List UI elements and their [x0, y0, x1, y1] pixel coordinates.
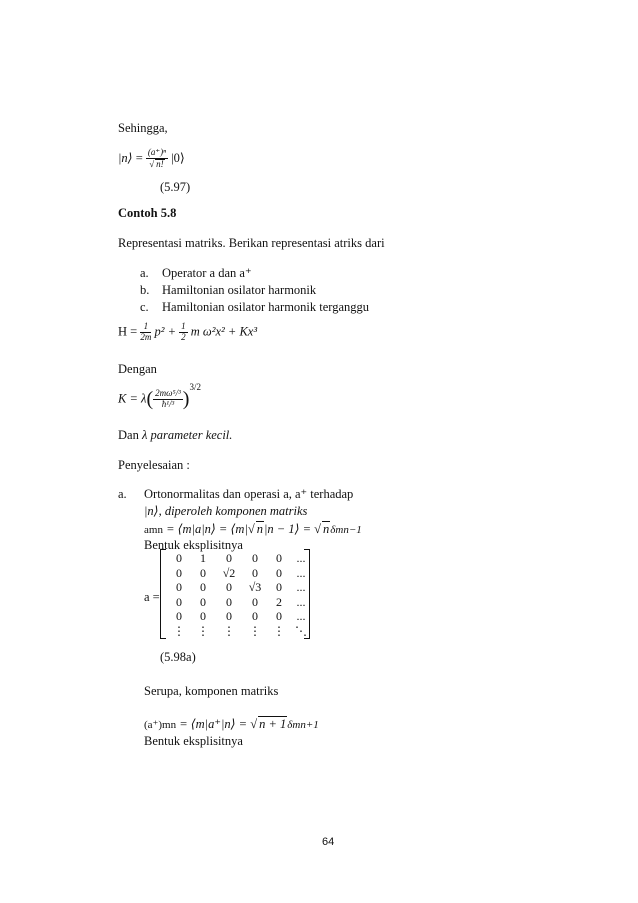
list-item	[140, 300, 370, 314]
matrix-cell: 0	[200, 580, 206, 594]
matrix-cell: 0	[276, 565, 282, 580]
example-text: Representasi matriks. Berikan representasi atriks dari	[118, 236, 385, 250]
matrix-cell: 0	[176, 580, 182, 594]
part-a-line2: |n⟩, diperoleh komponen matriks	[144, 504, 308, 518]
hamiltonian-equation	[118, 322, 257, 343]
list-text: Hamiltonian osilator harmonik terganggu	[162, 300, 370, 314]
equation-label: (5.98a)	[160, 650, 196, 664]
fraction-denominator: √ n!	[149, 158, 164, 169]
dan-prefix: Dan	[118, 428, 139, 442]
page-number: 64	[322, 836, 335, 848]
list-marker: a.	[140, 266, 149, 280]
dengan-text: Dengan	[118, 362, 157, 376]
matrix-cell: 0	[176, 551, 182, 565]
list-marker: c.	[140, 300, 149, 314]
matrix-row	[167, 551, 306, 565]
adag-eq: = ⟨m|a⁺|n⟩ =	[179, 717, 248, 731]
list-item	[140, 266, 252, 280]
equation-5-97	[118, 148, 185, 170]
term-kinetic: p² +	[154, 324, 177, 339]
matrix-cell: 0	[252, 594, 258, 609]
sqrt-content: n + 1	[259, 717, 287, 731]
matrix-cell: 0	[276, 551, 282, 565]
matrix-cell: ...	[296, 565, 306, 580]
k-lhs: K = λ	[118, 391, 147, 406]
amn-lhs: amn	[144, 524, 163, 536]
matrix-cell: 0	[200, 565, 206, 580]
matrix-cell: ...	[296, 609, 306, 623]
sqrt-content: n	[323, 522, 330, 536]
explicit-text: Bentuk eksplisitnya	[144, 538, 243, 552]
equation-label: (5.97)	[160, 180, 191, 194]
adag-equation: (a⁺)mn = ⟨m|a⁺|n⟩ = √ n + 1δmn+1	[144, 717, 319, 731]
fraction	[140, 322, 151, 343]
matrix-cell: 1	[200, 551, 206, 565]
matrix-a	[160, 549, 310, 639]
fraction	[146, 148, 168, 170]
dan-line	[118, 428, 232, 442]
adag-lhs: (a⁺)mn	[144, 719, 177, 731]
list-text: Hamiltonian osilator harmonik	[162, 283, 317, 297]
exponent: 3/2	[189, 382, 201, 392]
matrix-cell: ⋮	[223, 623, 235, 638]
explicit-text: Bentuk eksplisitnya	[144, 734, 243, 748]
sqrt-content: n	[256, 522, 263, 536]
fraction-denominator: 2	[181, 331, 186, 342]
list-marker: b.	[140, 283, 150, 297]
matrix-cell: √2	[222, 565, 236, 580]
fraction-denominator: 2m	[140, 331, 152, 342]
k-equation	[118, 382, 201, 411]
matrix-cell: 0	[252, 565, 258, 580]
matrix-cell: 0	[252, 551, 258, 565]
matrix-cell: ⋮	[197, 623, 209, 638]
ket-n: |n⟩	[118, 150, 133, 165]
intro-text: Sehingga,	[118, 121, 168, 135]
matrix-cell: ⋮	[249, 623, 261, 638]
hamiltonian-lhs: H =	[118, 324, 138, 339]
matrix-cell: 0	[276, 580, 282, 594]
amn-equation: amn = ⟨m|a|n⟩ = ⟨m|√ n|n − 1⟩ = √ nδmn−1	[144, 522, 362, 536]
matrix-cell: ⋮	[273, 623, 285, 638]
part-a-line1: Ortonormalitas dan operasi a, a⁺ terhadap	[144, 487, 354, 501]
matrix-cell: 0	[200, 594, 206, 609]
matrix-lhs: a =	[144, 590, 160, 604]
matrix-row	[167, 623, 307, 638]
matrix-cell: ...	[296, 551, 306, 565]
matrix-row	[167, 565, 306, 580]
fraction-numerator: 2mω⁵/³	[155, 388, 181, 399]
matrix-cell: 2	[276, 594, 282, 609]
adag-delta: δmn+1	[287, 719, 319, 731]
solution-heading: Penyelesaian :	[118, 458, 190, 472]
equals-sign: =	[135, 150, 143, 165]
matrix-cell: ...	[296, 594, 306, 609]
matrix-cell: ⋮	[173, 623, 185, 638]
amn-delta: δmn−1	[330, 524, 362, 536]
matrix-cell: ...	[296, 580, 306, 594]
left-paren: (	[146, 388, 154, 410]
right-paren: )	[182, 388, 190, 410]
matrix-cell: √3	[248, 580, 262, 594]
fraction	[179, 322, 188, 343]
fraction-numerator: 1	[181, 321, 186, 331]
dan-math: λ parameter kecil.	[141, 428, 233, 442]
sqrt-content: n!	[156, 158, 164, 169]
matrix-cell: 0	[252, 609, 258, 623]
matrix-row	[167, 609, 306, 623]
example-heading: Contoh 5.8	[118, 206, 177, 220]
matrix-cell: 0	[176, 594, 182, 609]
list-text: Operator a dan a⁺	[162, 266, 252, 280]
matrix-cell: 0	[200, 609, 206, 623]
similar-text: Serupa, komponen matriks	[144, 684, 279, 698]
matrix-cell: 0	[226, 551, 232, 565]
matrix-row	[167, 594, 306, 609]
list-item	[140, 283, 317, 297]
fraction-numerator: (a⁺)ⁿ	[147, 147, 166, 157]
matrix-cell: ⋱	[295, 623, 307, 638]
matrix-cell: 0	[176, 609, 182, 623]
matrix-row	[167, 580, 306, 594]
fraction-numerator: 1	[140, 322, 151, 333]
term-potential: m ω²x² + Kx³	[190, 324, 258, 339]
amn-eq: = ⟨m|a|n⟩ = ⟨m|	[166, 522, 248, 536]
matrix-cell: 0	[226, 594, 232, 609]
matrix-cell: 0	[226, 580, 232, 594]
matrix-cell: 0	[276, 609, 282, 623]
fraction-denominator: ħ¹/³	[161, 399, 175, 409]
ket-zero: |0⟩	[171, 150, 185, 165]
matrix-cell: 0	[226, 609, 232, 623]
part-a-marker: a.	[118, 487, 127, 501]
fraction	[153, 389, 183, 410]
matrix-cell: 0	[176, 565, 182, 580]
amn-rest: |n − 1⟩ =	[263, 522, 312, 536]
